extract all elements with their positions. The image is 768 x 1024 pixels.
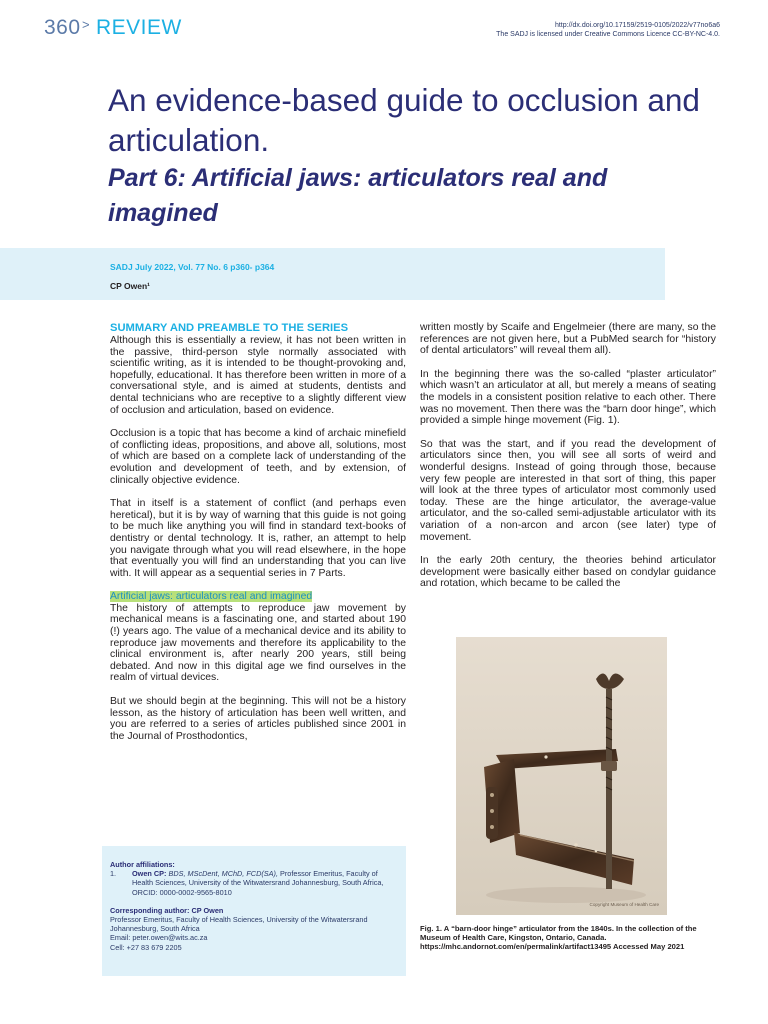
corresponding-text: Professor Emeritus, Faculty of Health Sciences, University of the Witwatersrand Johannesburg, South Africa bbox=[110, 915, 368, 934]
figure-credit: Copyright Museum of Health Care bbox=[589, 902, 659, 907]
doi-block bbox=[496, 21, 720, 39]
figure-caption: Fig. 1. A “barn-door hinge” articulator from the 1840s. In the collection of the Museum of Health Care, Kingston, Ontario, Canada. https://mhc.andornot.com/en/permalink/artifact13495 Accessed May 2021 bbox=[420, 924, 697, 952]
journal-reference: SADJ July 2022, Vol. 77 No. 6 p360- p364 bbox=[110, 262, 275, 272]
affiliation-text: Professor Emeritus, Faculty of Health Sciences, University of the Witwatersrand Johannesburg, South Africa, ORCID: 0000-0002-9565-8010 bbox=[132, 869, 384, 897]
doi-link[interactable]: http://dx.doi.org/10.17159/2519-0105/2022/v77no6a6 bbox=[554, 22, 720, 29]
cell-number: +27 83 679 2205 bbox=[126, 942, 182, 952]
articulator-illustration bbox=[456, 637, 667, 915]
email-line bbox=[110, 933, 400, 942]
paragraph: Although this is essentially a review, it has not been written in the passive, third-person style normally associated with scientific writing, as it is intended to be thought-provoking and, hopefully, educational. It has therefore been written in more of a conversational style, and is aimed at students, dentists and dental technicians who are receptive to a slightly different view of occlusion and articulation, based on evidence. bbox=[110, 335, 406, 416]
cell-label: Cell: bbox=[110, 942, 125, 952]
license-note: The SADJ is licensed under Creative Commons Licence CC-BY-NC-4.0. bbox=[496, 31, 720, 38]
meta-band bbox=[0, 248, 665, 300]
author-byline: CP Owen¹ bbox=[110, 281, 150, 291]
corresponding-heading: Corresponding author: CP Owen bbox=[110, 905, 224, 915]
affiliation-name: Owen CP: bbox=[132, 869, 167, 879]
affiliation-degrees: BDS, MScDent, MChD, FCD(SA), bbox=[168, 869, 278, 879]
section-heading-summary: SUMMARY AND PREAMBLE TO THE SERIES bbox=[110, 322, 349, 334]
paragraph: The history of attempts to reproduce jaw movement by mechanical means is a fascinating one, and started about 190 (!) years ago. The value of a mechanical device and its ability to reproduce jaw movements and therefore its applicability to the clinical environment is, after nearly 200 years, still being debated. And now in this digital age we find ourselves in the realm of virtual devices. bbox=[110, 602, 406, 684]
paragraph: So that was the start, and if you read the development of articulators since then, you will see all sorts of weird and wonderful designs. Instead of going through those, because very few people are interested in that sort of thing, this paper will look at the three types of articulator most commonly used today. These are the hinge articulator, the average-value articulator, and the so-called semi-adjustable articulator with its variation of a non-arcon and arcon (see later) type of movement. bbox=[420, 438, 716, 543]
paragraph: In the beginning there was the so-called “plaster articulator” which wasn’t an articulator at all, but merely a means of seating the models in a consistent position relative to each other. There was no movement. Then there was the “barn door hinge”, which provided a simple hinge movement (Fig. 1). bbox=[420, 368, 716, 427]
paragraph: In the early 20th century, the theories behind articulator development were basically either based on condylar guidance and rotation, which became to be called the bbox=[420, 555, 716, 590]
article-title: An evidence-based guide to occlusion and articulation. bbox=[108, 82, 700, 158]
article-subtitle: Part 6: Artificial jaws: articulators real and imagined bbox=[108, 164, 608, 227]
cell-line bbox=[110, 943, 400, 952]
affiliation-number: 1. bbox=[110, 869, 117, 879]
affiliation-item bbox=[110, 869, 400, 897]
email-label: Email: bbox=[110, 933, 131, 943]
paragraph: That in itself is a statement of conflict (and perhaps even heretical), but it is by way of warning that this guide is not going to be much like anything you will find in standard text-books of dentistry or dental technology. It is, rather, an attempt to help you navigate through what you will read elsewhere, in the hope that eventually you will find an understanding that you can live with. It will appear as a sequential series in 7 Parts. bbox=[110, 498, 406, 579]
page-number: 360 bbox=[44, 16, 81, 39]
subsection-heading: Artificial jaws: articulators real and imagined bbox=[110, 591, 313, 603]
figure-articulator-photo bbox=[456, 637, 667, 915]
email-link[interactable]: peter.owen@wits.ac.za bbox=[132, 933, 208, 943]
paragraph: But we should begin at the beginning. This will not be a history lesson, as the history of articulation has been well written, and you are referred to a series of articles published since 2001 in the Journal of Prosthodontics, bbox=[110, 696, 406, 742]
affiliations-box bbox=[102, 846, 406, 976]
chevron-right-icon: > bbox=[82, 17, 90, 32]
right-column bbox=[420, 322, 716, 602]
paragraph: written mostly by Scaife and Engelmeier (there are many, so the references are not given here, but a PubMed search for “history of dental articulators” will reveal them all). bbox=[420, 322, 716, 357]
paragraph: Occlusion is a topic that has become a kind of archaic minefield of conflicting ideas, propositions, and above all, solutions, most of which are based on a complete lack of understanding of the evolution and development of teeth, and by extension, of clinically objective evidence. bbox=[110, 428, 406, 486]
section-label: REVIEW bbox=[96, 16, 182, 39]
affiliations-heading: Author affiliations: bbox=[110, 860, 175, 869]
left-column bbox=[110, 322, 406, 754]
